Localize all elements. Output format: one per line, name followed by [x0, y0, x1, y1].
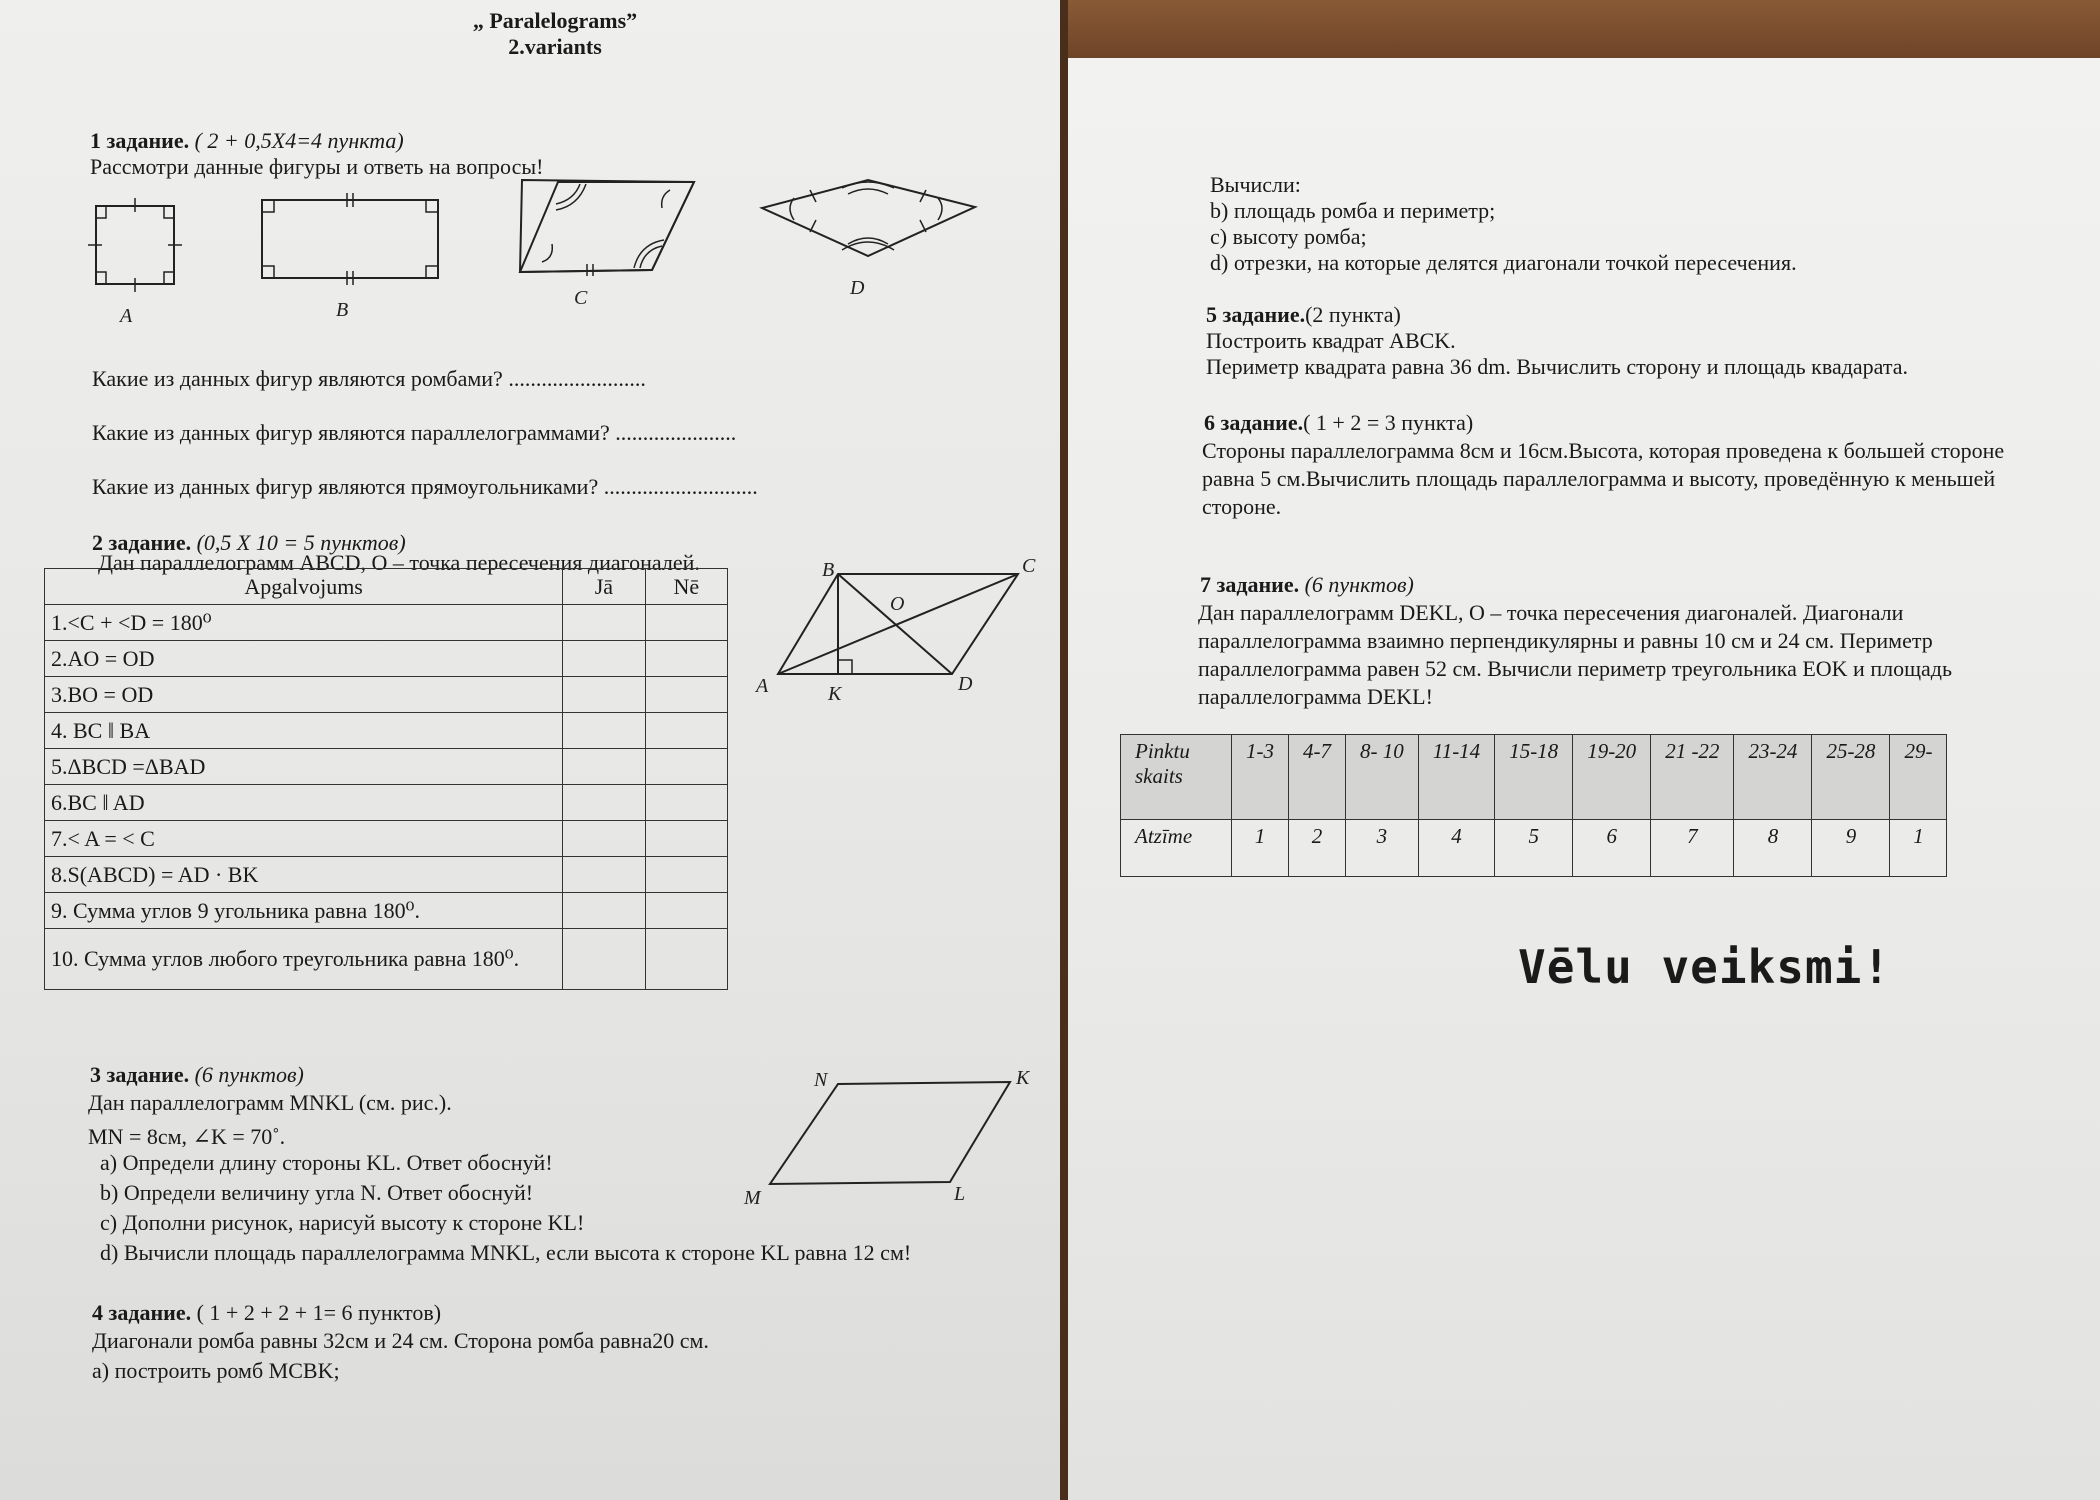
- task4-continued-line: b) площадь ромба и периметр;: [1210, 198, 1496, 223]
- task1-points: ( 2 + 0,5X4=4 пункта): [194, 128, 404, 153]
- table-row: [45, 749, 728, 785]
- task7-heading: 7 задание.: [1200, 572, 1300, 597]
- column-header-no: Nē: [645, 569, 727, 605]
- range-cell: 19-20: [1573, 735, 1651, 820]
- yes-cell[interactable]: [563, 893, 645, 929]
- label-l: L: [954, 1183, 966, 1205]
- mark-cell: 1: [1232, 820, 1289, 877]
- statement-cell: 5.ΔBCD =ΔBAD: [45, 749, 563, 785]
- yes-cell[interactable]: [563, 605, 645, 641]
- range-cell: 23-24: [1734, 735, 1812, 820]
- label-n: N: [814, 1069, 828, 1091]
- task3-heading: 3 задание.: [90, 1062, 190, 1087]
- task2-text: Дан параллелограмм ABCD, O – точка пересечения диагоналей.: [98, 550, 700, 575]
- task6-heading: 6 задание.: [1204, 410, 1304, 435]
- task3-line: a) Определи длину стороны KL. Ответ обоснуй!: [100, 1150, 553, 1175]
- task4-line: a) построить ромб MCBK;: [92, 1358, 340, 1383]
- range-cell: 1-3: [1232, 735, 1289, 820]
- figure-a-square: [88, 198, 182, 292]
- label-m: M: [744, 1187, 761, 1209]
- column-header-yes: Jā: [563, 569, 645, 605]
- task3-line: d) Вычисли площадь параллелограмма MNKL, если высота к стороне KL равна 12 см!: [100, 1240, 912, 1265]
- task4-line: Диагонали ромба равны 32см и 24 см. Сторона ромба равна20 см.: [92, 1328, 709, 1353]
- task7-line: параллелограмма равен 52 см. Вычисли периметр треугольника EOK и площадь: [1198, 656, 1953, 681]
- task4-continued-line: c) высоту ромба;: [1210, 224, 1367, 249]
- mark-cell: 5: [1495, 820, 1573, 877]
- table-row: [45, 713, 728, 749]
- mark-cell: 9: [1812, 820, 1890, 877]
- no-cell[interactable]: [645, 677, 727, 713]
- label-k: K: [1016, 1067, 1030, 1089]
- grading-table: [1120, 734, 1947, 877]
- task5-heading: 5 задание.: [1206, 302, 1306, 327]
- label-k: K: [828, 683, 842, 705]
- mark-cell: 3: [1346, 820, 1419, 877]
- no-cell[interactable]: [645, 929, 727, 990]
- statement-cell: 6.BC ‖ AD: [45, 785, 563, 821]
- task3-line: b) Определи величину угла N. Ответ обоснуй!: [100, 1180, 534, 1205]
- task6-line: стороне.: [1202, 494, 1282, 519]
- parallelogram-mnkl: [770, 1082, 1010, 1184]
- statement-cell: 8.S(ABCD) = AD · BK: [45, 857, 563, 893]
- task6-points: ( 1 + 2 = 3 пункта): [1303, 410, 1474, 435]
- mark-cell: 4: [1418, 820, 1494, 877]
- statement-cell: 10. Сумма углов любого треугольника равна 180⁰.: [45, 929, 563, 990]
- figure-d-rhombus: [762, 180, 975, 256]
- no-cell[interactable]: [645, 713, 727, 749]
- yes-cell[interactable]: [563, 713, 645, 749]
- mark-cell: 8: [1734, 820, 1812, 877]
- task3-points: (6 пунктов): [194, 1062, 304, 1087]
- right-angle-mark: [838, 660, 852, 674]
- range-cell: 11-14: [1418, 735, 1494, 820]
- points-row-label: Pinktu skaits: [1121, 735, 1232, 820]
- column-header-statement: Apgalvojums: [45, 569, 563, 605]
- task2-heading: 2 задание.: [92, 530, 192, 555]
- task6-line: Стороны параллелограмма 8см и 16см.Высота, которая проведена к большей стороне: [1202, 438, 2005, 463]
- no-cell[interactable]: [645, 641, 727, 677]
- table-row: [45, 641, 728, 677]
- range-cell: 4-7: [1289, 735, 1346, 820]
- task7-line: параллелограмма взаимно перпендикулярны и равны 10 см и 24 см. Периметр: [1198, 628, 1933, 653]
- task4-heading-line: [92, 1300, 441, 1326]
- yes-cell[interactable]: [563, 785, 645, 821]
- task7-line: Дан параллелограмм DEKL, O – точка пересечения диагоналей. Диагонали: [1198, 600, 1904, 625]
- no-cell[interactable]: [645, 749, 727, 785]
- label-a: A: [756, 675, 769, 697]
- task7-line: параллелограмма DEKL!: [1198, 684, 1433, 709]
- task4-points: ( 1 + 2 + 2 + 1= 6 пунктов): [196, 1300, 442, 1325]
- yes-cell[interactable]: [563, 821, 645, 857]
- figure-c-parallelogram: [520, 180, 694, 276]
- page-gap: [1060, 0, 1068, 1500]
- statement-cell: 3.BO = OD: [45, 677, 563, 713]
- table-row: [45, 785, 728, 821]
- table-row: [45, 677, 728, 713]
- no-cell[interactable]: [645, 821, 727, 857]
- task7-points: (6 пунктов): [1304, 572, 1414, 597]
- worksheet-variant: 2.variants: [508, 34, 602, 59]
- diagonals: [778, 574, 1018, 674]
- label-o: O: [890, 593, 905, 615]
- label-d: D: [958, 673, 973, 695]
- statement-cell: 7.< A = < C: [45, 821, 563, 857]
- no-cell[interactable]: [645, 785, 727, 821]
- task4-continued-line: d) отрезки, на которые делятся диагонали точкой пересечения.: [1210, 250, 1797, 275]
- figure-b-rectangle: [262, 193, 438, 285]
- no-cell[interactable]: [645, 605, 727, 641]
- label-b: B: [822, 559, 835, 581]
- mark-cell: 1: [1890, 820, 1947, 877]
- table-header-row: [45, 569, 728, 605]
- mark-cell: 6: [1573, 820, 1651, 877]
- figure-b-label: B: [336, 299, 349, 321]
- task1-text: Рассмотри данные фигуры и ответь на вопросы!: [90, 154, 544, 179]
- label-c: C: [1022, 555, 1036, 577]
- task1-heading-line: [90, 128, 404, 154]
- statement-cell: 2.AO = OD: [45, 641, 563, 677]
- mark-cell: 7: [1651, 820, 1734, 877]
- table-row: [45, 893, 728, 929]
- yes-cell[interactable]: [563, 749, 645, 785]
- task4-continued-line: Вычисли:: [1210, 172, 1301, 197]
- yes-cell[interactable]: [563, 929, 645, 990]
- range-cell: 8- 10: [1346, 735, 1419, 820]
- marks-row-label: Atzīme: [1121, 820, 1232, 877]
- wooden-table-background: [1060, 0, 2100, 58]
- task7-heading-line: [1200, 572, 1414, 598]
- task3-line: MN = 8см, ∠K = 70˚.: [88, 1124, 286, 1149]
- range-cell: 15-18: [1495, 735, 1573, 820]
- figure-c-label: C: [574, 287, 588, 309]
- no-cell[interactable]: [645, 893, 727, 929]
- task4-heading: 4 задание.: [92, 1300, 192, 1325]
- table-row: [45, 929, 728, 990]
- statement-cell: 1.<C + <D = 180⁰: [45, 605, 563, 641]
- statement-cell: 9. Сумма углов 9 угольника равна 180⁰.: [45, 893, 563, 929]
- task5-line: Периметр квадрата равна 36 dm. Вычислить сторону и площадь квадарата.: [1206, 354, 1909, 379]
- range-cell: 21 -22: [1651, 735, 1734, 820]
- question-rectangle: Какие из данных фигур являются прямоугольниками? ............................: [92, 474, 758, 499]
- task2-parallelogram-figure: [750, 556, 1050, 706]
- yes-cell[interactable]: [563, 677, 645, 713]
- figure-d-label: D: [850, 277, 865, 299]
- task6-line: равна 5 см.Вычислить площадь параллелограмма и высоту, проведённую к меньшей: [1202, 466, 1996, 491]
- good-luck-closing: Vēlu veiksmi!: [1518, 940, 1892, 994]
- statement-cell: 4. BC ‖ BA: [45, 713, 563, 749]
- statements-table: [44, 568, 728, 990]
- table-row: [45, 857, 728, 893]
- range-cell: 25-28: [1812, 735, 1890, 820]
- marks-row: [1121, 820, 1947, 877]
- task3-line: Дан параллелограмм MNKL (см. рис.).: [88, 1090, 452, 1115]
- question-parallelogram: Какие из данных фигур являются параллелограммами? ......................: [92, 420, 737, 445]
- points-row: [1121, 735, 1947, 820]
- question-rhombus: Какие из данных фигур являются ромбами? .........................: [92, 366, 646, 391]
- task6-heading-line: [1204, 410, 1473, 436]
- table-row: [45, 821, 728, 857]
- task1-figures: [80, 180, 1020, 330]
- worksheet-title: „ Paralelograms”: [472, 8, 638, 33]
- range-cell: 29-: [1890, 735, 1947, 820]
- task3-line: c) Дополни рисунок, нарисуй высоту к стороне KL!: [100, 1210, 585, 1235]
- task1-heading: 1 задание.: [90, 128, 190, 153]
- task5-points: (2 пункта): [1305, 302, 1401, 327]
- yes-cell[interactable]: [563, 857, 645, 893]
- table-row: [45, 605, 728, 641]
- yes-cell[interactable]: [563, 641, 645, 677]
- task2-points: (0,5 X 10 = 5 пунктов): [196, 530, 406, 555]
- worksheet-page-right: [1068, 58, 2100, 1500]
- task5-line: Построить квадрат ABCK.: [1206, 328, 1456, 353]
- task3-parallelogram-figure: [740, 1064, 1040, 1214]
- figure-a-label: A: [120, 305, 133, 327]
- no-cell[interactable]: [645, 857, 727, 893]
- task5-heading-line: [1206, 302, 1401, 328]
- mark-cell: 2: [1289, 820, 1346, 877]
- task3-heading-line: [90, 1062, 304, 1088]
